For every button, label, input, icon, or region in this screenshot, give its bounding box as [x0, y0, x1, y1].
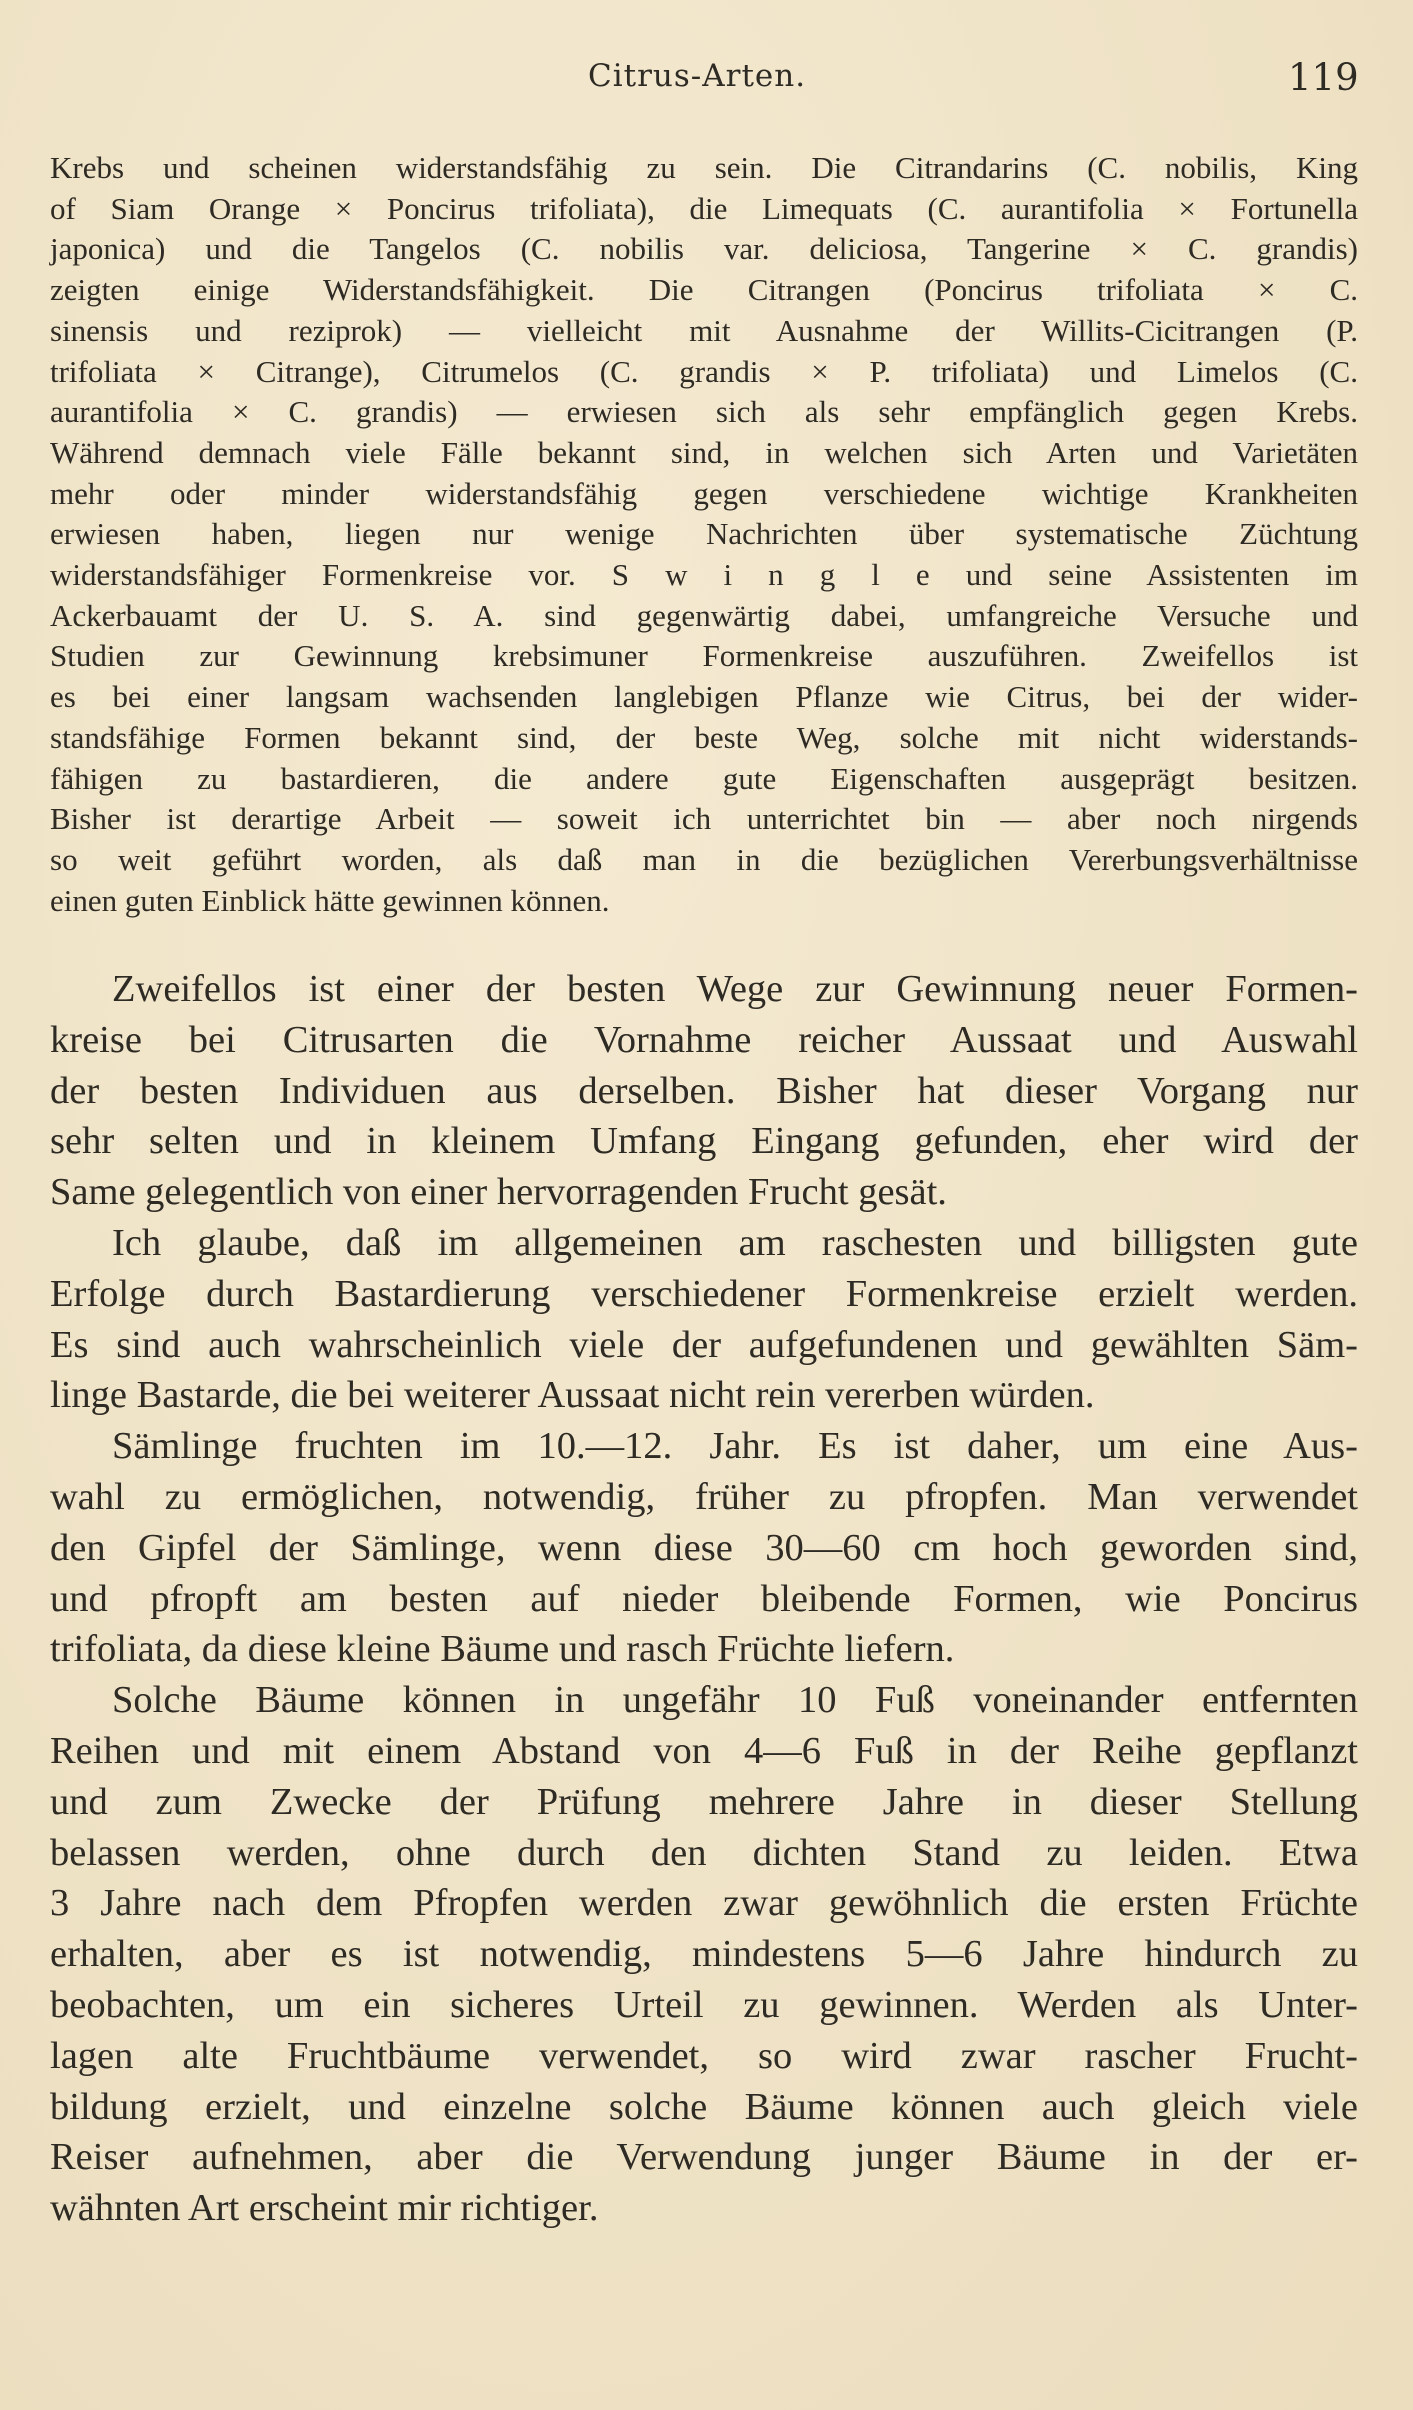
text-line: es bei einer langsam wachsenden langlebigen Pflanze wie Citrus, bei der wider-: [50, 679, 1358, 715]
page-header: [0, 52, 1413, 108]
text-line: 3 Jahre nach dem Pfropfen werden zwar gewöhnlich die ersten Früchte: [50, 1882, 1358, 1925]
text-line: beobachten, um ein sicheres Urteil zu gewinnen. Werden als Unter-: [50, 1983, 1358, 2026]
text-line: mehr oder minder widerstandsfähig gegen verschiedene wichtige Krankheiten: [50, 475, 1358, 511]
text-line: lagen alte Fruchtbäume verwendet, so wird zwar rascher Frucht-: [50, 2034, 1358, 2077]
text-line: Erfolge durch Bastardierung verschiedener Formenkreise erzielt werden.: [50, 1272, 1358, 1315]
text-line: belassen werden, ohne durch den dichten Stand zu leiden. Etwa: [50, 1831, 1358, 1874]
text-line: kreise bei Citrusarten die Vornahme reicher Aussaat und Auswahl: [50, 1018, 1358, 1061]
text-line: Während demnach viele Fälle bekannt sind, in welchen sich Arten und Varietäten: [50, 434, 1358, 470]
text-line: Ich glaube, daß im allgemeinen am raschesten und billigsten gute: [112, 1221, 1358, 1264]
text-line: Studien zur Gewinnung krebsimuner Formenkreise auszuführen. Zweifellos ist: [50, 638, 1358, 674]
text-line: bildung erzielt, und einzelne solche Bäume können auch gleich viele: [50, 2085, 1358, 2128]
text-line: so weit geführt worden, als daß man in die bezüglichen Vererbungsverhältnisse: [50, 841, 1358, 877]
text-line: erhalten, aber es ist notwendig, mindestens 5—6 Jahre hindurch zu: [50, 1933, 1358, 1976]
running-title: Citrus-Arten.: [588, 58, 807, 94]
text-line: japonica) und die Tangelos (C. nobilis var. deliciosa, Tangerine × C. grandis): [50, 231, 1358, 267]
paragraph: [50, 1218, 1358, 1421]
text-line: und pfropft am besten auf nieder bleibende Formen, wie Poncirus: [50, 1577, 1358, 1620]
text-line: zeigten einige Widerstandsfähigkeit. Die Citrangen (Poncirus trifoliata × C.: [50, 272, 1358, 308]
text-line: Reiser aufnehmen, aber die Verwendung junger Bäume in der er-: [50, 2136, 1358, 2179]
paragraph: [50, 1675, 1358, 2234]
text-line: Solche Bäume können in ungefähr 10 Fuß voneinander entfernten: [112, 1679, 1358, 1722]
text-line: sinensis und reziprok) — vielleicht mit Ausnahme der Willits-Cicitrangen (P.: [50, 312, 1358, 348]
text-line: wahl zu ermöglichen, notwendig, früher zu pfropfen. Man verwendet: [50, 1475, 1358, 1518]
text-line: Ackerbauamt der U. S. A. sind gegenwärtig dabei, umfangreiche Versuche und: [50, 597, 1358, 633]
text-line: fähigen zu bastardieren, die andere gute Eigenschaften ausgeprägt besitzen.: [50, 760, 1358, 796]
text-line: of Siam Orange × Poncirus trifoliata), die Limequats (C. aurantifolia × Fortunella: [50, 190, 1358, 226]
paragraph: [50, 1421, 1358, 1675]
text-line: linge Bastarde, die bei weiterer Aussaat nicht rein vererben würden.: [50, 1374, 1095, 1417]
text-line: trifoliata × Citrange), Citrumelos (C. grandis × P. trifoliata) und Limelos (C.: [50, 353, 1358, 389]
text-line: der besten Individuen aus derselben. Bisher hat dieser Vorgang nur: [50, 1069, 1358, 1112]
small-print-paragraph: [50, 148, 1358, 921]
text-line: Es sind auch wahrscheinlich viele der aufgefundenen und gewählten Säm-: [50, 1323, 1358, 1366]
text-line: Reihen und mit einem Abstand von 4—6 Fuß in der Reihe gepflanzt: [50, 1729, 1358, 1772]
paragraph: [50, 964, 1358, 1218]
text-line: erwiesen haben, liegen nur wenige Nachrichten über systematische Züchtung: [50, 516, 1358, 552]
text-line: und zum Zwecke der Prüfung mehrere Jahre in dieser Stellung: [50, 1780, 1358, 1823]
text-line: den Gipfel der Sämlinge, wenn diese 30—60 cm hoch geworden sind,: [50, 1526, 1358, 1569]
text-line: Bisher ist derartige Arbeit — soweit ich unterrichtet bin — aber noch nirgends: [50, 801, 1358, 837]
text-line: Krebs und scheinen widerstandsfähig zu sein. Die Citrandarins (C. nobilis, King: [50, 150, 1358, 185]
text-line: wähnten Art erscheint mir richtiger.: [50, 2187, 599, 2230]
text-line: Zweifellos ist einer der besten Wege zur Gewinnung neuer Formen-: [112, 968, 1358, 1010]
text-line: widerstandsfähiger Formenkreise vor. S w i n g l e und seine Assistenten im: [50, 557, 1358, 593]
text-line: aurantifolia × C. grandis) — erwiesen sich als sehr empfänglich gegen Krebs.: [50, 394, 1358, 430]
text-line: einen guten Einblick hätte gewinnen können.: [50, 882, 610, 918]
page-number: 119: [1288, 56, 1359, 99]
text-line: Sämlinge fruchten im 10.—12. Jahr. Es ist daher, um eine Aus-: [112, 1425, 1358, 1468]
text-line: standsfähige Formen bekannt sind, der beste Weg, solche mit nicht widerstands-: [50, 719, 1358, 755]
text-line: trifoliata, da diese kleine Bäume und rasch Früchte liefern.: [50, 1628, 955, 1671]
body-text: [50, 964, 1358, 2234]
text-line: sehr selten und in kleinem Umfang Eingang gefunden, eher wird der: [50, 1120, 1358, 1163]
text-line: Same gelegentlich von einer hervorragenden Frucht gesät.: [50, 1171, 947, 1214]
